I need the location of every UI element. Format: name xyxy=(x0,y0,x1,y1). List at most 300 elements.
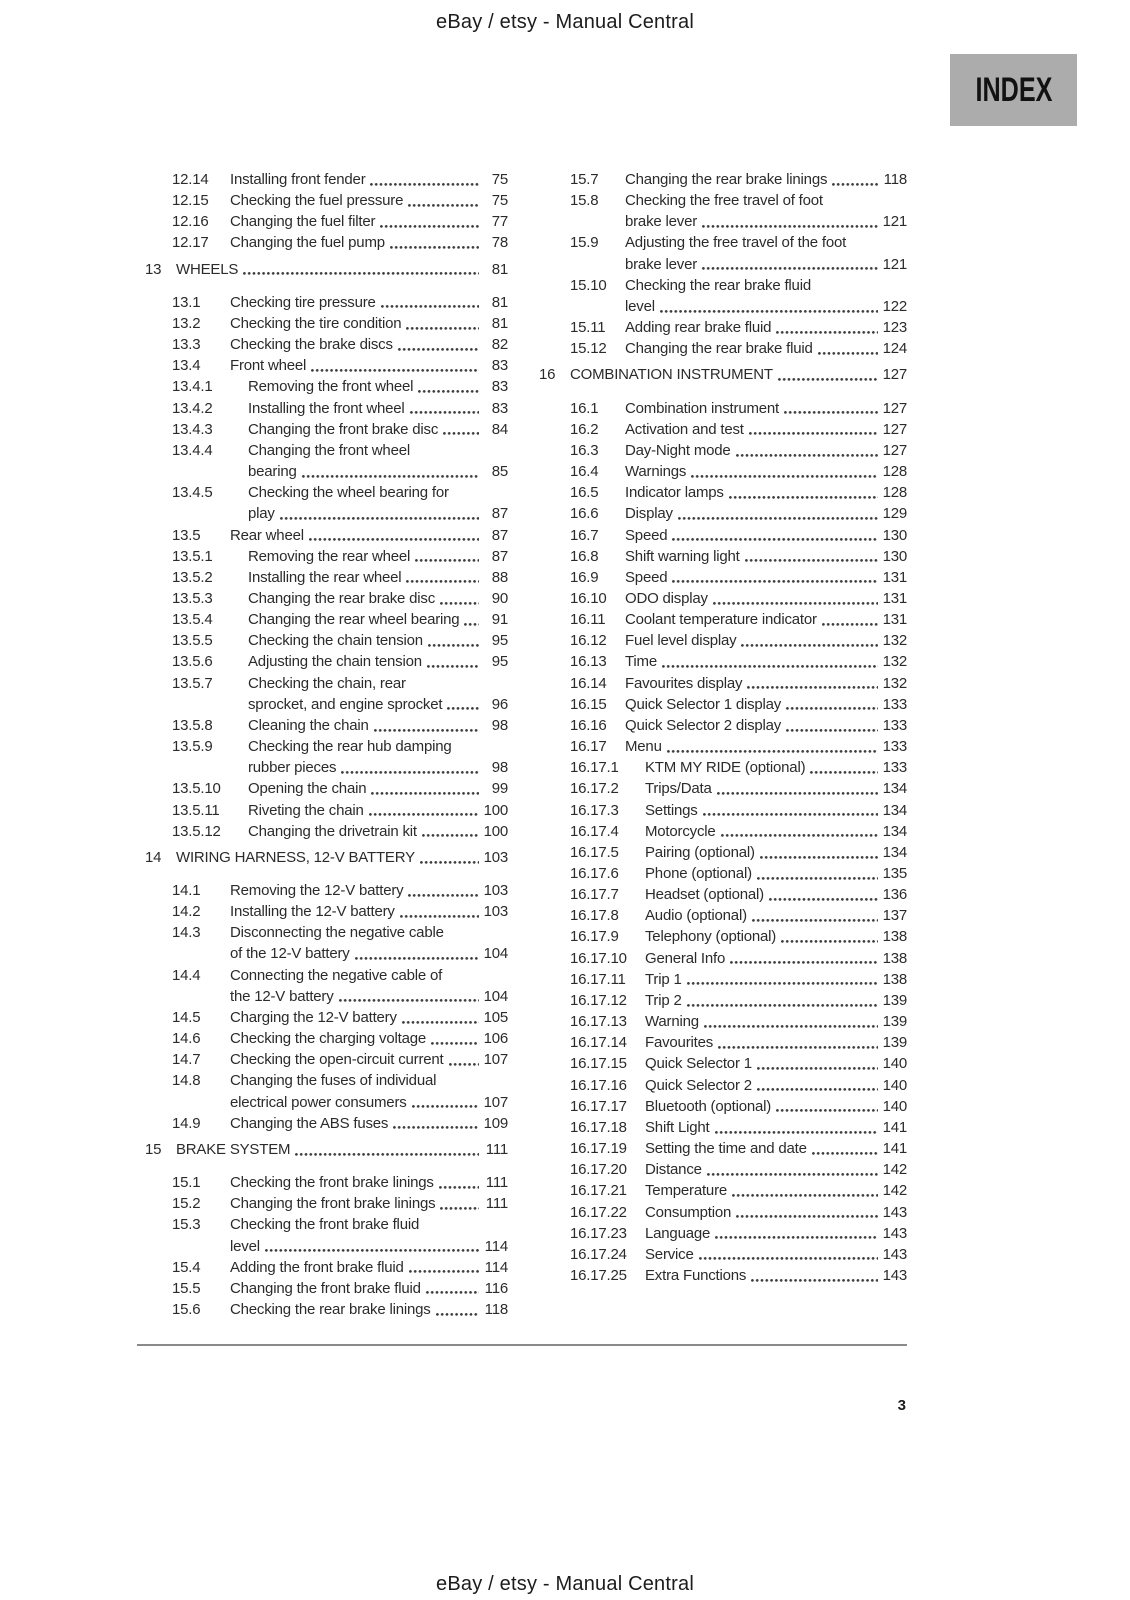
toc-row xyxy=(539,1138,907,1159)
toc-row xyxy=(539,694,907,715)
toc-entry-page: 127 xyxy=(882,366,907,384)
toc-row xyxy=(137,1070,508,1091)
toc-entry xyxy=(137,1193,508,1214)
toc-entry-number: 13.3 xyxy=(172,336,201,354)
toc-entry-number: 16.17.8 xyxy=(570,907,619,925)
toc-row xyxy=(539,969,907,990)
toc-entry-page: 87 xyxy=(491,526,508,544)
toc-entry xyxy=(539,948,907,969)
toc-entry xyxy=(539,169,907,190)
toc-entry-number: 13.4.2 xyxy=(172,399,213,417)
toc-entry-number: 16.17.6 xyxy=(570,865,619,882)
dot-leader xyxy=(410,411,479,414)
toc-entry-page: 127 xyxy=(882,420,907,438)
toc-entry-title: Checking the front brake linings xyxy=(230,1174,434,1192)
dot-leader xyxy=(703,813,878,816)
toc-entry xyxy=(137,901,508,922)
toc-row xyxy=(539,190,907,211)
toc-entry-title: Warnings xyxy=(625,463,687,481)
toc-row xyxy=(137,651,508,672)
toc-entry-page: 103 xyxy=(483,903,508,921)
toc-entry-page: 107 xyxy=(483,1093,508,1111)
toc-entry xyxy=(539,1053,907,1074)
toc-entry xyxy=(137,673,508,715)
dot-leader xyxy=(662,665,878,668)
toc-entry-title: Fuel level display xyxy=(625,632,737,650)
toc-entry-number: 16.17.25 xyxy=(570,1266,627,1284)
dot-leader xyxy=(440,602,479,605)
toc-entry-page: 121 xyxy=(882,213,907,231)
toc-entry-title: WHEELS xyxy=(176,260,239,278)
toc-entry-page: 134 xyxy=(882,822,907,840)
toc-entry-title: Quick Selector 2 display xyxy=(625,716,782,734)
toc-entry-page: 100 xyxy=(483,801,508,819)
toc-entry-number: 14 xyxy=(145,848,162,866)
toc-entry-title: Changing the front brake disc xyxy=(248,420,439,438)
toc-entry-page: 136 xyxy=(882,886,907,904)
toc-entry-page: 124 xyxy=(882,340,907,358)
toc-entry-title: level xyxy=(625,297,655,315)
toc-entry-title: Changing the rear wheel bearing xyxy=(248,611,460,629)
toc-entry-page: 143 xyxy=(882,1224,907,1242)
toc-entry xyxy=(539,673,907,694)
dot-leader xyxy=(672,538,878,541)
toc-entry-title: Setting the time and date xyxy=(645,1140,807,1158)
toc-entry-page: 132 xyxy=(882,674,907,692)
toc-entry-number: 15.9 xyxy=(570,234,599,252)
toc-entry-page: 90 xyxy=(491,589,508,607)
toc-entry-title: Adding rear brake fluid xyxy=(625,319,772,337)
toc-entry-title: level xyxy=(230,1237,260,1255)
toc-entry-number: 16.17.20 xyxy=(570,1161,627,1179)
toc-entry-title: Checking the rear brake fluid xyxy=(625,276,811,294)
toc-entry-number: 15.7 xyxy=(570,171,599,188)
toc-entry-number: 15.3 xyxy=(172,1216,201,1234)
toc-row xyxy=(539,588,907,609)
toc-entry-title: Front wheel xyxy=(230,357,307,375)
toc-entry-title: Removing the front wheel xyxy=(248,378,414,396)
dot-leader xyxy=(818,352,878,355)
toc-entry-title: Checking the free travel of foot xyxy=(625,192,823,210)
toc-entry-page: 133 xyxy=(882,738,907,756)
toc-entry-number: 15.2 xyxy=(172,1195,201,1213)
toc-row xyxy=(539,440,907,461)
toc-entry xyxy=(539,317,907,338)
toc-entry-title: Warning xyxy=(645,1013,699,1031)
toc-entry-number: 15.8 xyxy=(570,192,599,210)
toc-entry-title: the 12-V battery xyxy=(230,987,334,1005)
toc-row xyxy=(137,1028,508,1049)
toc-entry xyxy=(539,461,907,482)
toc-row xyxy=(137,1113,508,1134)
dot-leader xyxy=(717,792,878,795)
toc-entry-page: 114 xyxy=(484,1258,508,1276)
toc-entry xyxy=(137,1139,508,1160)
toc-entry-number: 14.5 xyxy=(172,1008,201,1026)
toc-indent xyxy=(172,1092,230,1113)
toc-entry-title: Activation and test xyxy=(625,420,744,438)
toc-entry-number: 16.17.9 xyxy=(570,928,619,946)
toc-row xyxy=(539,317,907,338)
toc-row xyxy=(539,609,907,630)
toc-entry-number: 13.5.10 xyxy=(172,780,221,798)
toc-entry-title: Favourites xyxy=(645,1034,714,1052)
toc-entry-number: 15.12 xyxy=(570,340,607,358)
toc-entry xyxy=(539,884,907,905)
toc-entry-page: 135 xyxy=(882,865,907,882)
toc-entry-page: 134 xyxy=(882,780,907,798)
toc-entry-number: 12.14 xyxy=(172,171,209,188)
toc-entry-title: Checking the fuel pressure xyxy=(230,192,404,210)
toc-entry-page: 81 xyxy=(491,293,508,311)
toc-entry-page: 75 xyxy=(491,171,508,188)
toc-entry xyxy=(137,800,508,821)
toc-entry xyxy=(137,259,508,280)
toc-entry-title: Changing the rear brake linings xyxy=(625,171,828,188)
toc-entry-number: 15.10 xyxy=(570,276,607,294)
toc-row xyxy=(539,990,907,1011)
toc-entry-title: Favourites display xyxy=(625,674,743,692)
toc-entry-title: Motorcycle xyxy=(645,822,716,840)
toc-entry-title: Speed xyxy=(625,526,668,544)
dot-leader xyxy=(757,1067,878,1070)
toc-row xyxy=(137,1049,508,1070)
toc-entry xyxy=(539,842,907,863)
toc-entry-title: Rear wheel xyxy=(230,526,304,544)
dot-leader xyxy=(702,267,878,270)
toc-row xyxy=(137,1299,508,1320)
toc-row xyxy=(539,948,907,969)
toc-row xyxy=(539,232,907,253)
toc-entry xyxy=(539,1180,907,1201)
toc-entry xyxy=(137,398,508,419)
toc-entry-page: 127 xyxy=(882,399,907,417)
toc-entry xyxy=(137,1070,508,1112)
toc-row xyxy=(539,1180,907,1201)
toc-entry xyxy=(539,715,907,736)
toc-entry-number: 13.5.6 xyxy=(172,653,213,671)
toc-row xyxy=(137,943,508,964)
toc-entry-page: 95 xyxy=(491,632,508,650)
toc-entry-title: Checking the wheel bearing for xyxy=(248,484,449,502)
toc-entry-number: 12.16 xyxy=(172,213,209,231)
toc-entry-number: 13.4.1 xyxy=(172,378,213,396)
toc-entry-title: Bluetooth (optional) xyxy=(645,1097,772,1115)
toc-entry-title: Installing the front wheel xyxy=(248,399,405,417)
toc-entry-page: 83 xyxy=(491,378,508,396)
dot-leader xyxy=(702,225,878,228)
toc-entry-page: 118 xyxy=(484,1300,508,1318)
toc-entry-number: 16.17.5 xyxy=(570,843,619,861)
toc-entry-page: 130 xyxy=(882,547,907,565)
toc-entry-page: 131 xyxy=(882,568,907,586)
toc-row xyxy=(539,863,907,884)
toc-entry-page: 98 xyxy=(491,716,508,734)
toc-row xyxy=(137,525,508,546)
toc-entry xyxy=(137,1278,508,1299)
dot-leader xyxy=(415,559,479,562)
toc-row xyxy=(539,736,907,757)
dot-leader xyxy=(402,1021,479,1024)
toc-entry-number: 13.2 xyxy=(172,314,201,332)
toc-entry-title: Checking the brake discs xyxy=(230,336,393,354)
dot-leader xyxy=(721,834,878,837)
toc-entry-title: Changing the front wheel xyxy=(248,441,410,459)
toc-row xyxy=(539,525,907,546)
toc-indent xyxy=(570,211,625,232)
toc-entry-page: 91 xyxy=(491,611,508,629)
toc-entry-title: Audio (optional) xyxy=(645,907,747,925)
dot-leader xyxy=(751,1279,878,1282)
toc-entry xyxy=(137,419,508,440)
toc-entry-title: Checking the tire condition xyxy=(230,314,402,332)
toc-entry xyxy=(539,1223,907,1244)
toc-entry-page: 140 xyxy=(882,1076,907,1094)
toc-entry-number: 13.5.2 xyxy=(172,568,213,586)
toc-row xyxy=(137,211,508,232)
toc-entry-number: 16.8 xyxy=(570,547,599,565)
dot-leader xyxy=(822,623,878,626)
toc-entry-page: 118 xyxy=(883,171,907,188)
toc-row xyxy=(137,715,508,736)
toc-entry xyxy=(137,525,508,546)
toc-entry-title: Time xyxy=(625,653,657,671)
toc-entry xyxy=(539,1138,907,1159)
toc-entry-number: 16.17 xyxy=(570,738,607,756)
toc-entry-title: Adjusting the chain tension xyxy=(248,653,422,671)
toc-entry-title: Changing the front brake fluid xyxy=(230,1279,421,1297)
dot-leader xyxy=(678,517,878,520)
toc-indent xyxy=(172,503,248,524)
footer-watermark: eBay / etsy - Manual Central xyxy=(436,1573,694,1595)
toc-row xyxy=(137,259,508,280)
toc-entry-number: 16.17.1 xyxy=(570,759,619,777)
toc-entry xyxy=(137,232,508,253)
toc-entry xyxy=(539,398,907,419)
toc-entry-number: 16.17.14 xyxy=(570,1034,627,1052)
toc-entry xyxy=(137,609,508,630)
toc-entry-title: play xyxy=(248,505,275,523)
toc-row xyxy=(137,694,508,715)
toc-entry xyxy=(137,922,508,964)
dot-leader xyxy=(428,644,479,647)
toc-entry-page: 104 xyxy=(483,945,508,963)
toc-entry-title: Cleaning the chain xyxy=(248,716,369,734)
index-tab xyxy=(950,54,1077,126)
toc-entry-page: 132 xyxy=(882,632,907,650)
toc-row xyxy=(539,821,907,842)
toc-entry-number: 15 xyxy=(145,1140,162,1158)
toc-row xyxy=(539,275,907,296)
toc-entry xyxy=(137,1113,508,1134)
toc-row xyxy=(137,880,508,901)
toc-entry-number: 16.2 xyxy=(570,420,599,438)
toc-entry-title: Opening the chain xyxy=(248,780,367,798)
toc-entry-number: 16.9 xyxy=(570,568,599,586)
toc-entry-number: 16.17.13 xyxy=(570,1013,627,1031)
dot-leader xyxy=(309,538,479,541)
toc-entry-page: 130 xyxy=(882,526,907,544)
toc-entry-page: 83 xyxy=(491,357,508,375)
toc-row xyxy=(137,965,508,986)
toc-entry-title: Day-Night mode xyxy=(625,441,731,459)
toc-entry-number: 16.17.22 xyxy=(570,1203,627,1221)
toc-entry xyxy=(137,847,508,868)
toc-entry-page: 139 xyxy=(882,1034,907,1052)
toc-row xyxy=(137,609,508,630)
toc-row xyxy=(539,651,907,672)
toc-entry-number: 16.17.23 xyxy=(570,1224,627,1242)
toc-entry-title: Trips/Data xyxy=(645,780,712,798)
dot-leader xyxy=(778,378,878,381)
toc-row xyxy=(539,778,907,799)
dot-leader xyxy=(374,729,479,732)
toc-entry-number: 16.5 xyxy=(570,484,599,502)
toc-entry-title: Quick Selector 1 display xyxy=(625,695,782,713)
toc-entry-page: 105 xyxy=(483,1008,508,1026)
dot-leader xyxy=(736,1215,878,1218)
toc-entry xyxy=(137,965,508,1007)
dot-leader xyxy=(431,1042,479,1045)
toc-entry-number: 13.5.12 xyxy=(172,822,221,840)
toc-entry xyxy=(137,1214,508,1256)
toc-entry-number: 16.17.19 xyxy=(570,1140,627,1158)
toc-entry xyxy=(137,190,508,211)
toc-entry xyxy=(539,651,907,672)
toc-entry-number: 16.1 xyxy=(570,399,599,417)
toc-entry-number: 12.15 xyxy=(172,192,209,210)
dot-leader xyxy=(412,1105,479,1108)
toc-entry xyxy=(539,190,907,232)
toc-entry-title: Coolant temperature indicator xyxy=(625,611,817,629)
toc-entry-page: 100 xyxy=(483,822,508,840)
toc-entry-title: Display xyxy=(625,505,673,523)
toc-entry-page: 106 xyxy=(483,1030,508,1048)
toc-entry-title: Language xyxy=(645,1224,711,1242)
toc-entry-number: 14.1 xyxy=(172,882,201,899)
dot-leader xyxy=(781,940,878,943)
toc-entry-title: Checking the chain, rear xyxy=(248,674,406,692)
toc-entry-page: 133 xyxy=(882,759,907,777)
dot-leader xyxy=(718,1046,878,1049)
toc-entry xyxy=(539,232,907,274)
toc-entry-page: 132 xyxy=(882,653,907,671)
dot-leader xyxy=(757,877,878,880)
toc-entry-title: Changing the rear brake fluid xyxy=(625,340,813,358)
toc-row xyxy=(539,1053,907,1074)
toc-indent xyxy=(570,254,625,275)
toc-entry-number: 16.17.4 xyxy=(570,822,619,840)
toc-row xyxy=(539,884,907,905)
toc-entry-number: 16.17.10 xyxy=(570,949,627,967)
toc-entry-page: 143 xyxy=(882,1203,907,1221)
toc-entry-number: 16.10 xyxy=(570,589,607,607)
toc-entry-title: Extra Functions xyxy=(645,1266,747,1284)
toc-entry-number: 13.5.9 xyxy=(172,738,213,756)
toc-entry xyxy=(539,1032,907,1053)
dot-leader xyxy=(704,1025,878,1028)
toc-entry xyxy=(137,376,508,397)
toc-entry xyxy=(137,778,508,799)
footer-rule xyxy=(137,1344,907,1346)
toc-entry-page: 109 xyxy=(483,1114,508,1132)
toc-entry-title: Service xyxy=(645,1245,694,1263)
toc-row xyxy=(539,482,907,503)
toc-entry-number: 16.17.24 xyxy=(570,1245,627,1263)
toc-entry-page: 141 xyxy=(882,1140,907,1158)
dot-leader xyxy=(302,475,479,478)
toc-entry-title: Telephony (optional) xyxy=(645,928,777,946)
table-of-contents xyxy=(137,169,907,1320)
toc-entry-page: 87 xyxy=(491,547,508,565)
toc-entry xyxy=(539,482,907,503)
toc-column-right xyxy=(539,169,907,1320)
toc-entry-page: 122 xyxy=(882,297,907,315)
toc-row xyxy=(137,546,508,567)
toc-row xyxy=(137,1139,508,1160)
toc-entry xyxy=(539,1265,907,1286)
toc-entry-number: 14.2 xyxy=(172,903,201,921)
toc-row xyxy=(137,847,508,868)
dot-leader xyxy=(687,1004,878,1007)
toc-entry-number: 16 xyxy=(539,366,556,384)
toc-row xyxy=(137,169,508,190)
toc-row xyxy=(137,1214,508,1235)
dot-leader xyxy=(369,813,479,816)
dot-leader xyxy=(427,665,479,668)
toc-entry xyxy=(539,503,907,524)
dot-leader xyxy=(406,327,479,330)
dot-leader xyxy=(757,1088,878,1091)
toc-entry xyxy=(137,1299,508,1320)
toc-row xyxy=(539,1265,907,1286)
toc-entry xyxy=(539,863,907,884)
toc-entry-number: 13.5 xyxy=(172,526,201,544)
toc-row xyxy=(137,1092,508,1113)
dot-leader xyxy=(380,225,479,228)
toc-row xyxy=(137,567,508,588)
toc-row xyxy=(539,1202,907,1223)
toc-row xyxy=(137,440,508,461)
dot-leader xyxy=(443,432,479,435)
toc-entry-title: rubber pieces xyxy=(248,759,337,777)
toc-row xyxy=(539,503,907,524)
dot-leader xyxy=(464,623,479,626)
toc-row xyxy=(137,398,508,419)
toc-entry-title: Disconnecting the negative cable xyxy=(230,924,444,942)
toc-row xyxy=(137,232,508,253)
dot-leader xyxy=(752,919,878,922)
toc-entry-page: 83 xyxy=(491,399,508,417)
dot-leader xyxy=(400,915,479,918)
toc-entry-number: 16.17.18 xyxy=(570,1118,627,1136)
toc-entry-title: Changing the ABS fuses xyxy=(230,1114,389,1132)
toc-entry-page: 138 xyxy=(882,970,907,988)
toc-entry-page: 141 xyxy=(882,1118,907,1136)
toc-row xyxy=(137,419,508,440)
toc-entry-page: 143 xyxy=(882,1245,907,1263)
toc-entry-page: 111 xyxy=(485,1195,508,1213)
toc-row xyxy=(137,190,508,211)
dot-leader xyxy=(409,1270,479,1273)
dot-leader xyxy=(265,1249,479,1252)
toc-entry xyxy=(539,440,907,461)
toc-entry xyxy=(137,546,508,567)
dot-leader xyxy=(422,834,479,837)
dot-leader xyxy=(736,454,878,457)
dot-leader xyxy=(408,204,479,207)
toc-entry-title: BRAKE SYSTEM xyxy=(176,1140,291,1158)
